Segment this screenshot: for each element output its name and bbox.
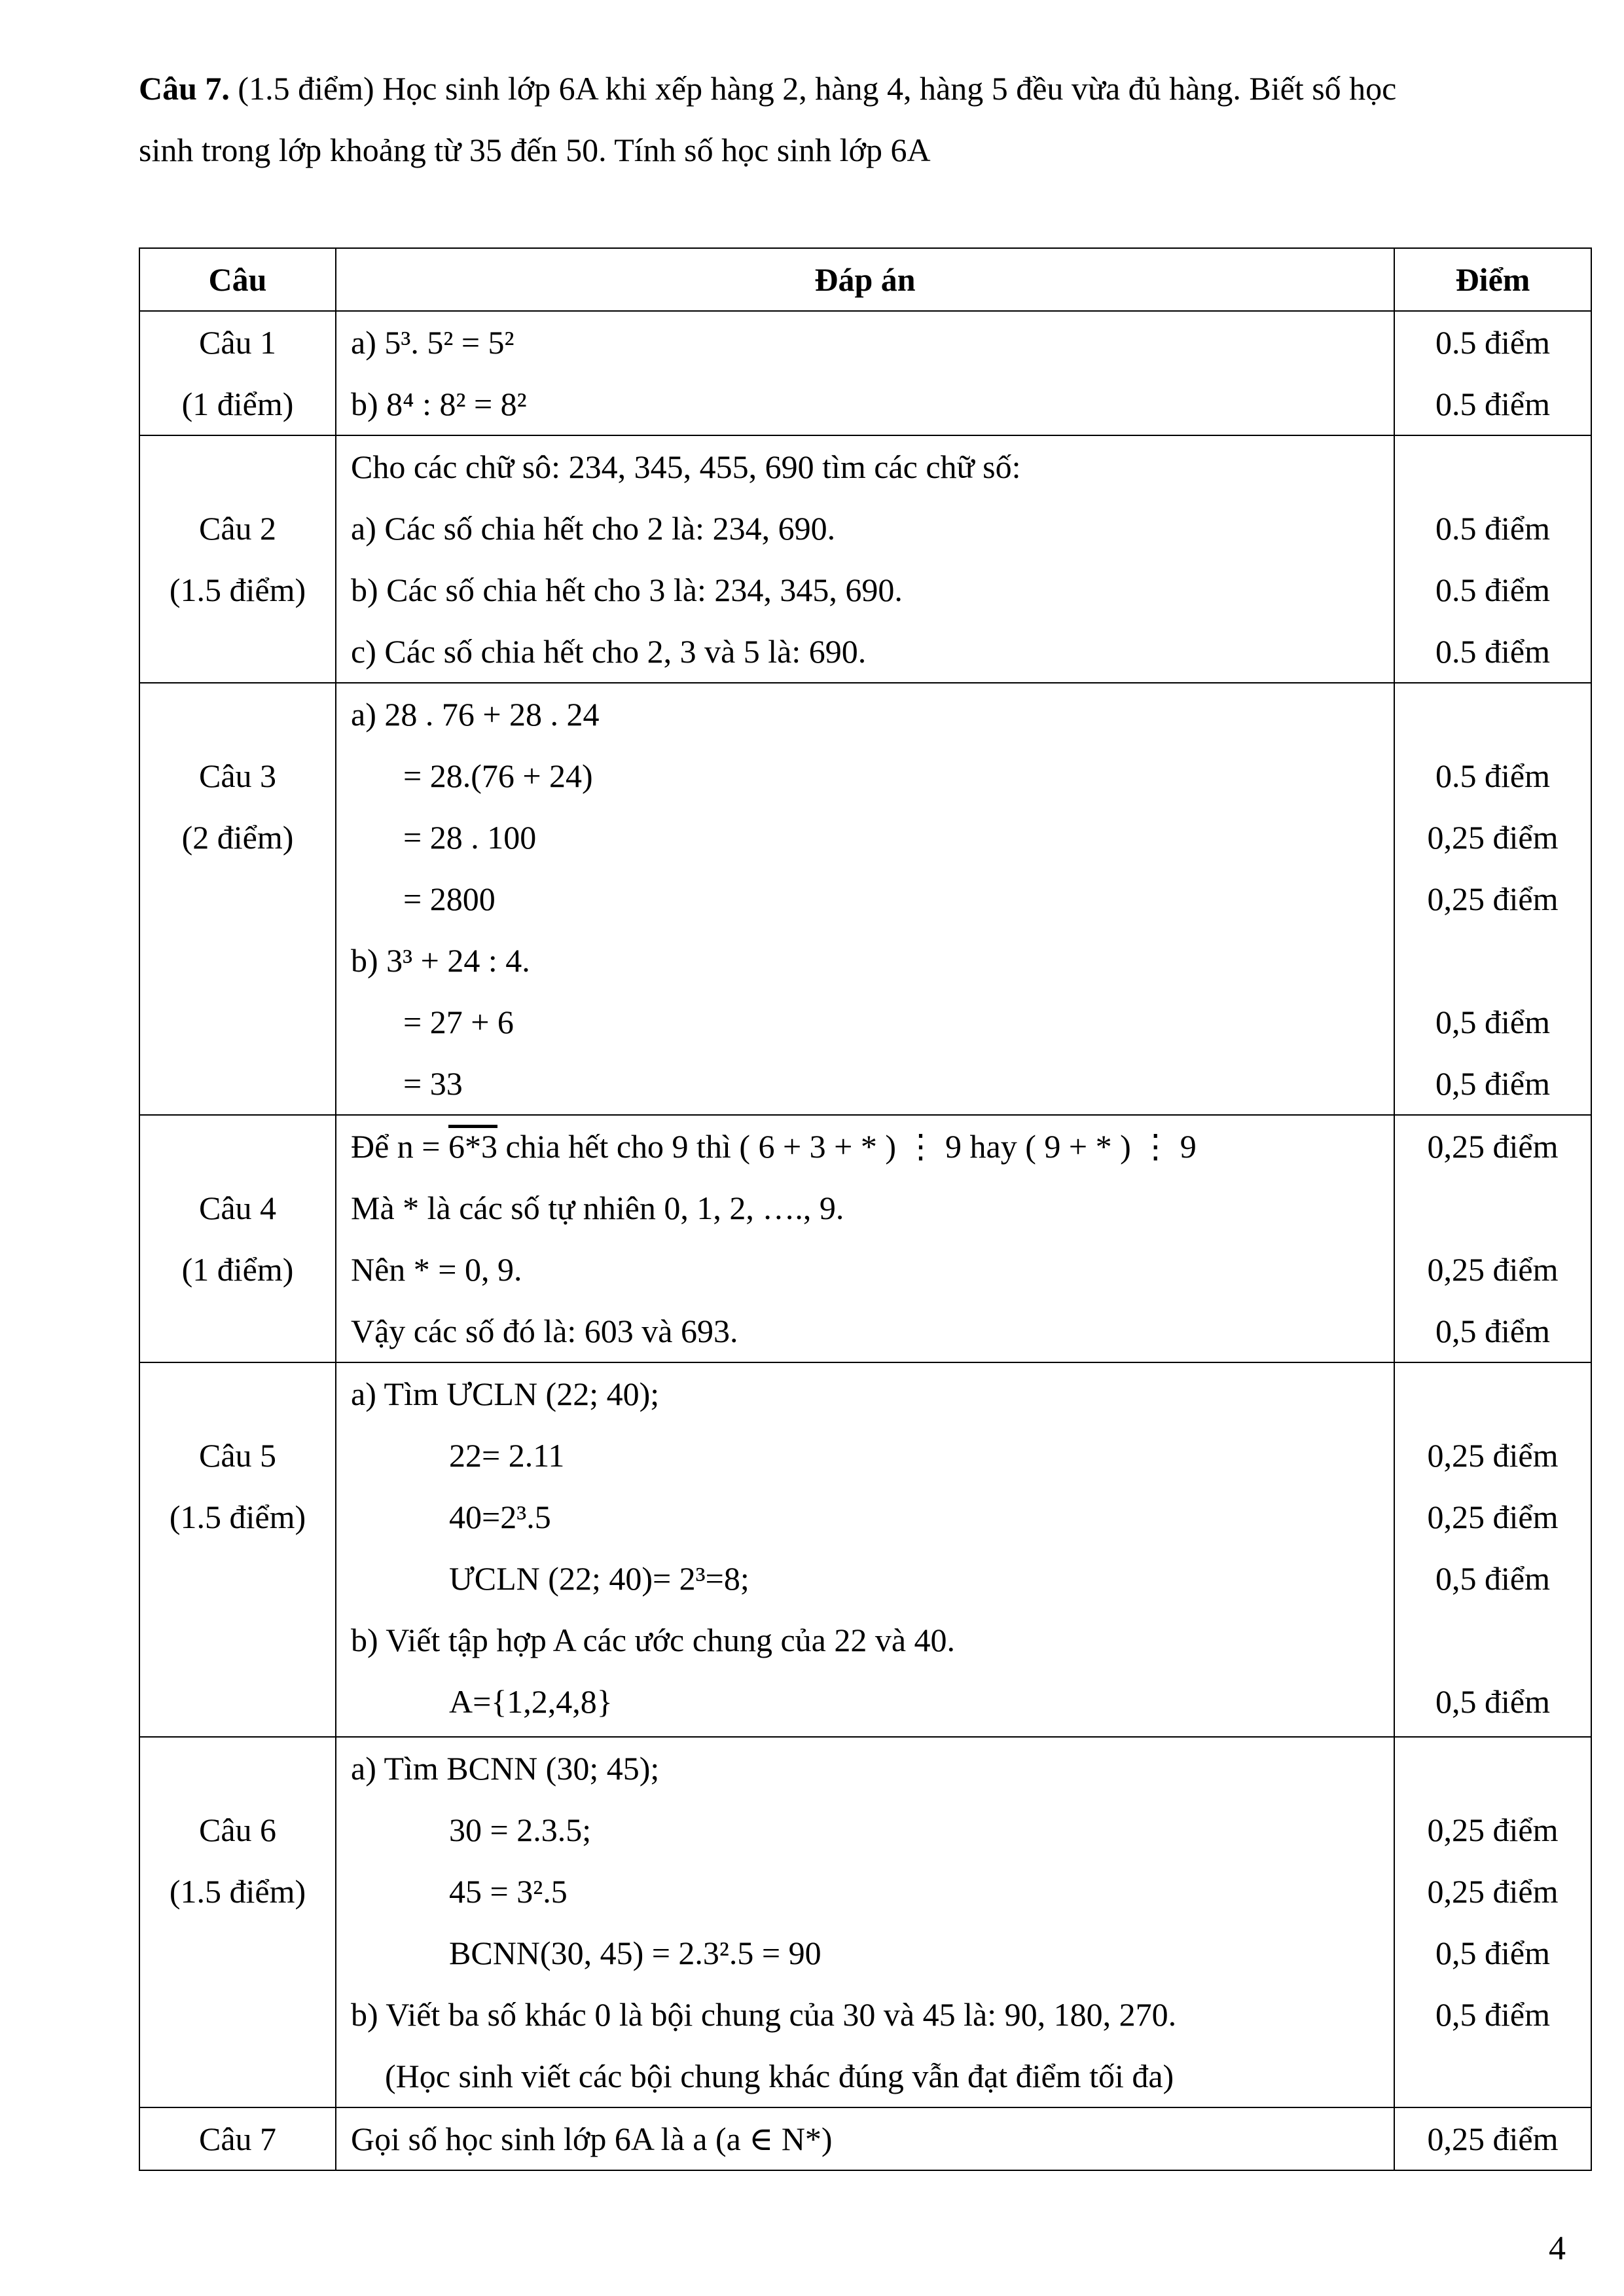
cau-blank [140,1671,335,1732]
answer-line: = 27 + 6 [403,1004,514,1040]
answer-table [139,247,1592,2171]
cau-points: (1.5 điểm) [169,1499,306,1535]
answer-line: BCNN(30, 45) = 2.3².5 = 90 [449,1935,821,1971]
cau-points: (1.5 điểm) [169,572,306,608]
answer-cell [336,2107,1394,2170]
points-value: 0,5 điểm [1435,1004,1550,1040]
points-value [1395,436,1591,498]
answer-line: 22= 2.11 [449,1437,565,1474]
answer-line: 45 = 3².5 [449,1873,568,1910]
cau-cell [139,1362,336,1737]
answer-line: a) Các số chia hết cho 2 là: 234, 690. [351,510,836,547]
points-value: 0,25 điểm [1427,1128,1559,1165]
header-cau: Câu [139,248,336,311]
points-value: 0.5 điểm [1435,757,1550,794]
intro-label: Câu 7. [139,70,230,107]
cau-cell [139,311,336,435]
table-row-cau-1 [139,311,1591,435]
points-value [1395,1738,1591,1799]
intro-text-line1: (1.5 điểm) Học sinh lớp 6A khi xếp hàng 2, hàng 4, hàng 5 đều vừa đủ hàng. Biết số học [229,70,1397,107]
points-value: 0,5 điểm [1435,1560,1550,1597]
answer-note: (Học sinh viết các bội chung khác đúng vẫn đạt điểm tối đa) [385,2058,1174,2094]
cau-blank [140,1609,335,1671]
header-diem: Điểm [1394,248,1591,311]
cau-label: Câu 1 [198,324,277,361]
answer-line: = 33 [403,1065,463,1102]
answer-line [351,1116,1394,1177]
answer-cell [336,435,1394,683]
points-cell [1394,683,1591,1115]
cau-blank [140,1363,335,1425]
answer-cell [336,1115,1394,1362]
points-value: 0.5 điểm [1435,510,1550,547]
answer-line: 40=2³.5 [449,1499,551,1535]
cau-cell [139,1737,336,2107]
points-cell [1394,311,1591,435]
answer-line: b) Viết ba số khác 0 là bội chung của 30 và 45 là: 90, 180, 270. [351,1996,1177,2033]
answer-line: a) 28 . 76 + 28 . 24 [351,696,600,733]
points-cell [1394,1115,1591,1362]
header-dap-an: Đáp án [336,248,1394,311]
points-value [1395,1363,1591,1425]
cau-label: Câu 5 [198,1437,277,1474]
points-cell [1394,435,1591,683]
answer-line: b) Viết tập hợp A các ước chung của 22 và 40. [351,1622,956,1658]
answer-line: b) Các số chia hết cho 3 là: 234, 345, 690. [351,572,903,608]
table-row-cau-6 [139,1737,1591,2107]
points-value: 0,5 điểm [1435,1996,1550,2033]
answer-line: 30 = 2.3.5; [449,1812,592,1848]
answer-line: b) 3³ + 24 : 4. [351,942,530,979]
points-value [1395,683,1591,745]
answer-text: Để n = [351,1128,448,1165]
table-row-cau-5 [139,1362,1591,1737]
intro-text-line2: sinh trong lớp khoảng từ 35 đến 50. Tính số học sinh lớp 6A [139,132,931,168]
answer-line: Vậy các số đó là: 603 và 693. [351,1313,738,1349]
answer-line: a) 5³. 5² = 5² [351,324,514,361]
cau-label: Câu 4 [198,1190,277,1226]
points-value [1395,930,1591,991]
cau-blank [140,1922,335,1984]
cau-label: Câu 3 [198,757,277,794]
points-value: 0.5 điểm [1435,572,1550,608]
points-value: 0,5 điểm [1435,1313,1550,1349]
cau-cell [139,1115,336,1362]
table-row-cau-7 [139,2107,1591,2170]
answer-line: Mà * là các số tự nhiên 0, 1, 2, …., 9. [351,1190,844,1226]
points-value [1395,2045,1591,2107]
cau-points: (1.5 điểm) [169,1873,306,1910]
cau-blank [140,1984,335,2045]
cau-label: Câu 6 [198,1812,277,1848]
points-value [1395,1609,1591,1671]
points-value: 0,5 điểm [1435,1683,1550,1720]
answer-line: Gọi số học sinh lớp 6A là a (a ∈ N*) [351,2121,833,2157]
answer-line: = 28 . 100 [403,819,537,856]
points-value: 0.5 điểm [1435,386,1550,422]
answer-text: chia hết cho 9 thì ( 6 + 3 + * ) ⋮ 9 hay ( 9 + * ) ⋮ 9 [497,1128,1197,1165]
table-row-cau-3 [139,683,1591,1115]
answer-line: a) Tìm BCNN (30; 45); [351,1750,660,1787]
cau-blank [140,683,335,745]
answer-line: c) Các số chia hết cho 2, 3 và 5 là: 690. [351,633,867,670]
cau-label: Câu 7 [198,2121,277,2157]
cau-blank [140,1300,335,1362]
points-value [1395,1177,1591,1239]
answer-cell [336,1737,1394,2107]
cau-points: (2 điểm) [181,819,294,856]
cau-blank [140,2045,335,2107]
overline-number: 6*3 [448,1128,497,1165]
points-cell [1394,2107,1591,2170]
answer-cell [336,683,1394,1115]
points-value: 0,25 điểm [1427,1437,1559,1474]
answer-line: A={1,2,4,8} [449,1683,613,1720]
cau-cell [139,2107,336,2170]
cau-label: Câu 2 [198,510,277,547]
points-value: 0,25 điểm [1427,1812,1559,1848]
table-row-cau-2 [139,435,1591,683]
points-cell [1394,1362,1591,1737]
cau-blank [140,1116,335,1177]
cau-blank [140,991,335,1053]
cau-cell [139,435,336,683]
points-value: 0,25 điểm [1427,1499,1559,1535]
answer-line: a) Tìm ƯCLN (22; 40); [351,1376,660,1412]
cau-cell [139,683,336,1115]
cau-points: (1 điểm) [181,386,294,422]
cau-blank [140,930,335,991]
cau-blank [140,436,335,498]
cau-blank [140,621,335,682]
cau-blank [140,1548,335,1609]
answer-cell [336,1362,1394,1737]
cau-blank [140,868,335,930]
answer-cell [336,311,1394,435]
points-value: 0.5 điểm [1435,324,1550,361]
cau-points: (1 điểm) [181,1251,294,1288]
table-row-cau-4 [139,1115,1591,1362]
points-value: 0,25 điểm [1427,1251,1559,1288]
points-value: 0.5 điểm [1435,633,1550,670]
points-value: 0,25 điểm [1427,1873,1559,1910]
cau-blank [140,1053,335,1114]
answer-line: Nên * = 0, 9. [351,1251,522,1288]
cau-blank [140,1738,335,1799]
page-number: 4 [1549,2230,1566,2267]
answer-line: = 28.(76 + 24) [403,757,593,794]
answer-line: Cho các chữ sô: 234, 345, 455, 690 tìm các chữ số: [351,448,1021,485]
points-value: 0,25 điểm [1427,819,1559,856]
answer-line: = 2800 [403,881,496,917]
points-value: 0,25 điểm [1427,881,1559,917]
answer-line: ƯCLN (22; 40)= 2³=8; [449,1560,749,1597]
points-value: 0,5 điểm [1435,1065,1550,1102]
points-value: 0,5 điểm [1435,1935,1550,1971]
points-cell [1394,1737,1591,2107]
points-value: 0,25 điểm [1427,2121,1559,2157]
answer-line: b) 8⁴ : 8² = 8² [351,386,527,422]
table-header-row [139,248,1591,311]
intro-question [139,58,1566,181]
